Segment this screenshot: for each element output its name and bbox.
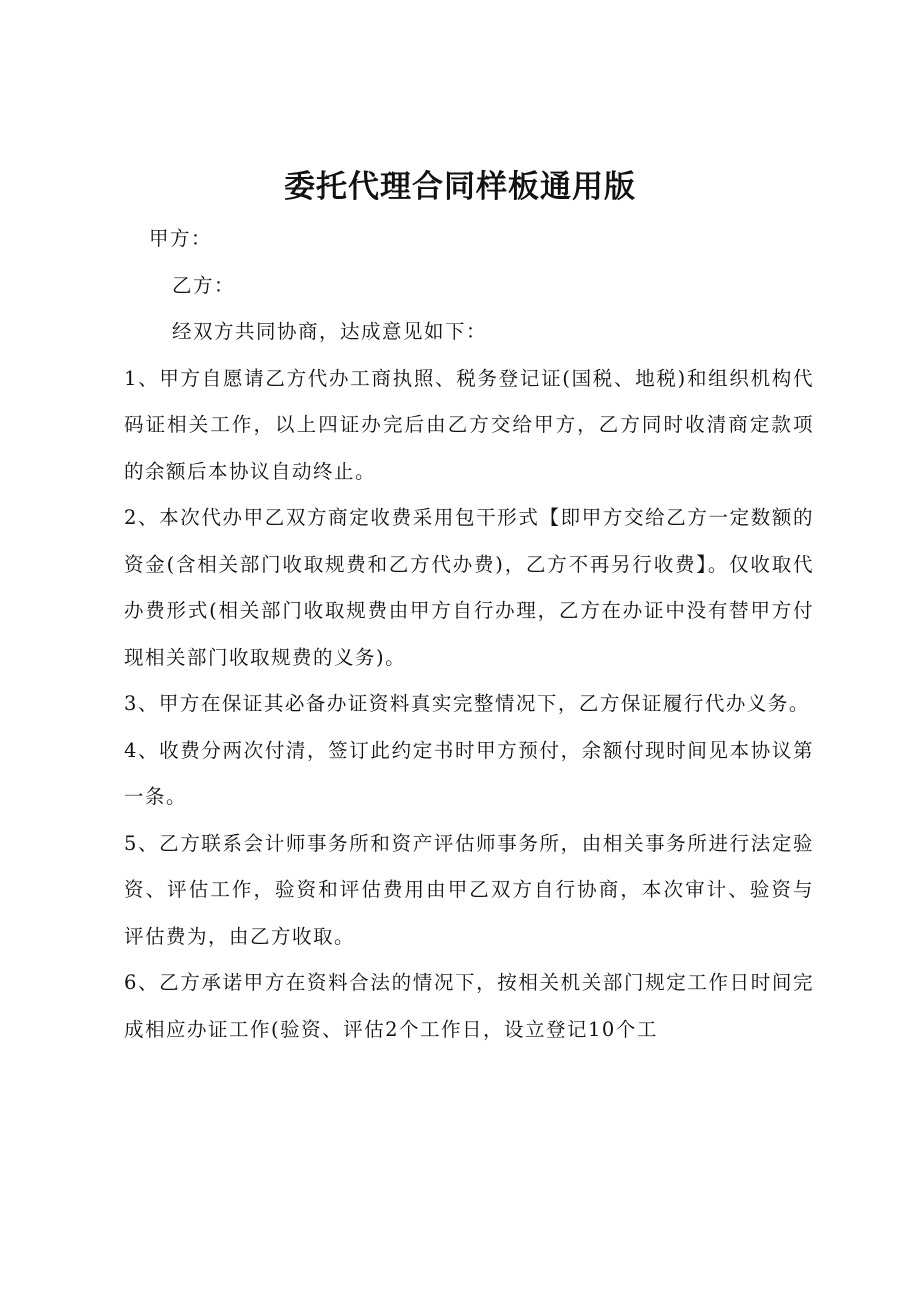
clause-2: 2、本次代办甲乙双方商定收费采用包干形式【即甲方交给乙方一定数额的资金(含相关部门收取规费和乙方代办费)，乙方不再另行收费】。仅收取代办费形式(相关部门收取规费由甲方自行办理，乙方在办证中没有替甲方付现相关部门收取规费的义务)。 xyxy=(124,506,814,669)
clause-1: 1、甲方自愿请乙方代办工商执照、税务登记证(国税、地税)和组织机构代码证相关工作，以上四证办完后由乙方交给甲方，乙方同时收清商定款项的余额后本协议自动终止。 xyxy=(124,366,814,483)
intro-line: 经双方共同协商，达成意见如下： xyxy=(172,320,488,343)
document-body xyxy=(124,216,814,1053)
clause-3: 3、甲方在保证其必备办证资料真实完整情况下，乙方保证履行代办义务。 xyxy=(124,692,810,715)
party-b-line: 乙方： xyxy=(172,273,236,297)
clause-5: 5、乙方联系会计师事务所和资产评估师事务所，由相关事务所进行法定验资、评估工作，验资和评估费用由甲乙双方自行协商，本次审计、验资与评估费为，由乙方收取。 xyxy=(124,831,814,948)
clause-6: 6、乙方承诺甲方在资料合法的情况下，按相关机关部门规定工作日时间完成相应办证工作(验资、评估2个工作日，设立登记10个工 xyxy=(124,971,814,1041)
document-title: 委托代理合同样板通用版 xyxy=(284,169,636,205)
clause-4: 4、收费分两次付清，签订此约定书时甲方预付，余额付现时间见本协议第一条。 xyxy=(124,738,814,808)
party-a-line: 甲方： xyxy=(149,227,213,250)
